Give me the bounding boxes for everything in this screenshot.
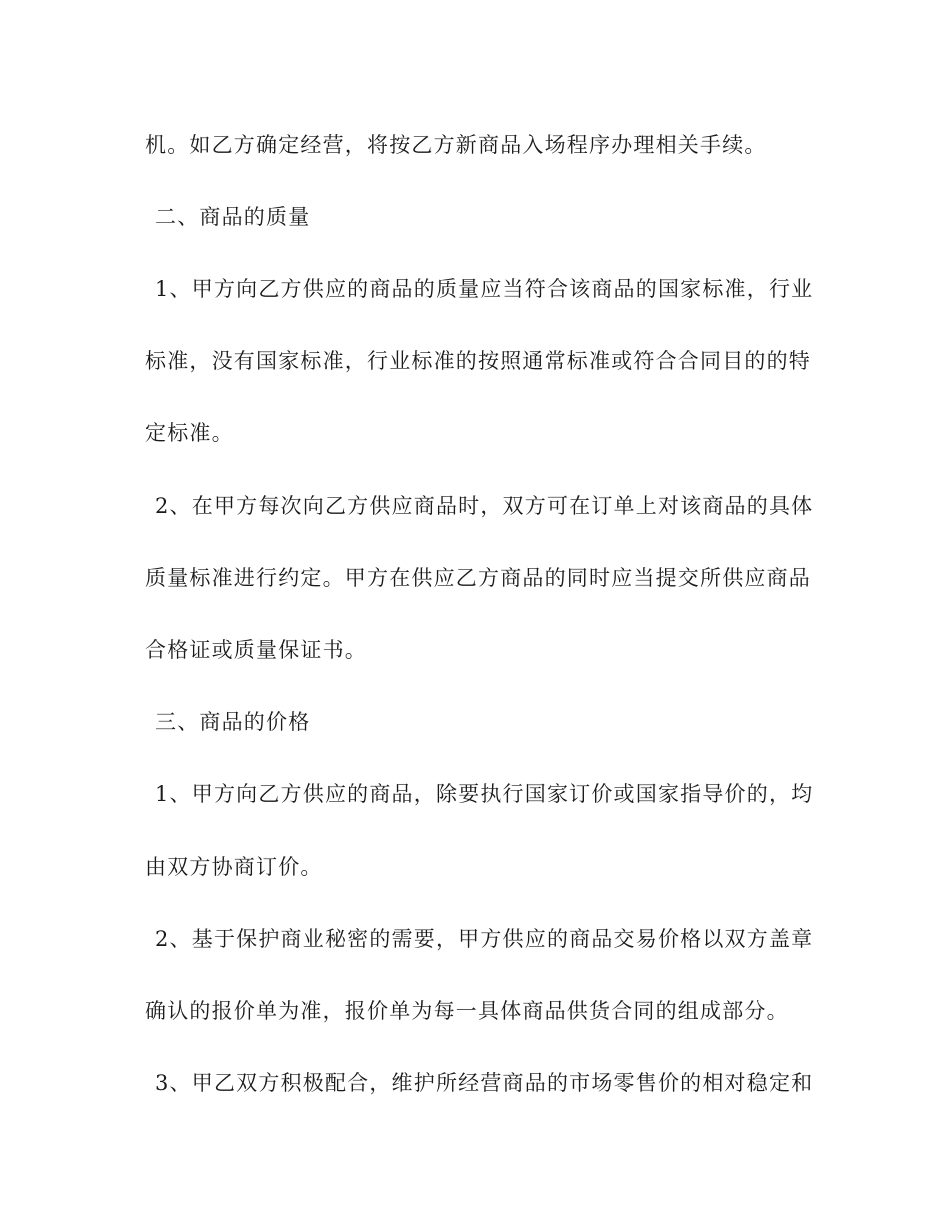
paragraph-line: 机。如乙方确定经营，将按乙方新商品入场程序办理相关手续。 <box>145 133 767 157</box>
section-heading-price: 三、商品的价格 <box>155 710 311 734</box>
clause-line: 1、甲方向乙方供应的商品，除要执行国家订价或国家指导价的，均 <box>155 782 814 806</box>
paragraph-line: 确认的报价单为准，报价单为每一具体商品供货合同的组成部分。 <box>145 999 789 1023</box>
clause-line: 1、甲方向乙方供应的商品的质量应当符合该商品的国家标准，行业 <box>155 277 814 301</box>
section-heading-quality: 二、商品的质量 <box>155 205 311 229</box>
paragraph-line: 质量标准进行约定。甲方在供应乙方商品的同时应当提交所供应商品 <box>145 566 811 590</box>
clause-line: 2、基于保护商业秘密的需要，甲方供应的商品交易价格以双方盖章 <box>155 927 814 951</box>
paragraph-line: 标准，没有国家标准，行业标准的按照通常标准或符合合同目的的特 <box>145 349 811 373</box>
clause-line: 3、甲乙双方积极配合，维护所经营商品的市场零售价的相对稳定和 <box>155 1071 814 1095</box>
paragraph-line: 由双方协商订价。 <box>145 855 323 879</box>
paragraph-line: 定标准。 <box>145 421 234 445</box>
clause-line: 2、在甲方每次向乙方供应商品时，双方可在订单上对该商品的具体 <box>155 494 814 518</box>
paragraph-line: 合格证或质量保证书。 <box>145 638 367 662</box>
